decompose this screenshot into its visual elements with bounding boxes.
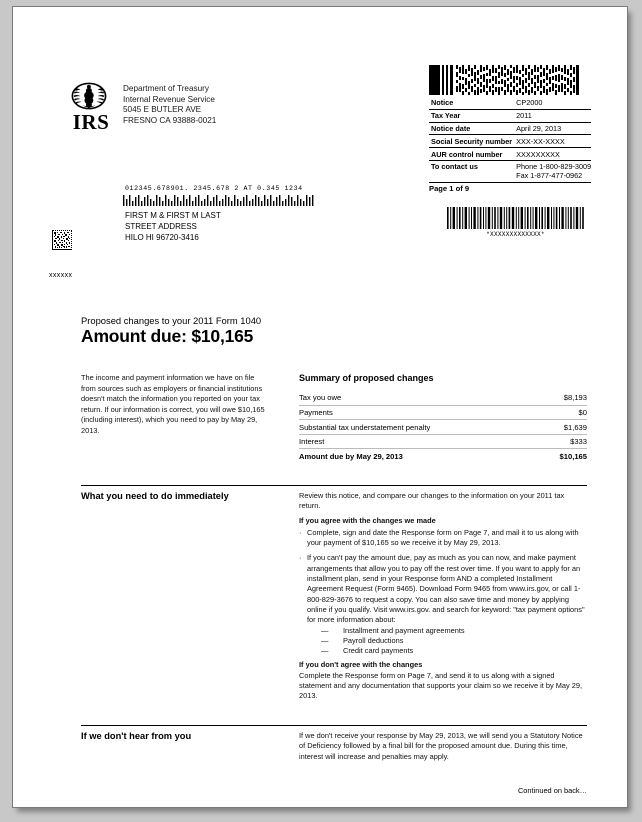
summary-amount: $1,639 [537,420,587,435]
page-indicator: Page 1 of 9 [429,184,470,193]
agency-address [123,81,216,126]
recipient-address [125,210,221,243]
list-item [321,626,587,636]
aur-control-value: XXXXXXXXX [512,148,591,161]
datamatrix-code [51,229,73,251]
irs-letterhead [69,81,216,132]
notice-label: Notice [429,97,512,109]
disagree-text: Complete the Response form on Page 7, and send it to us along with a signed statement and any documentation that supports your claim so we receive it by May 29, 2013. [299,670,583,701]
summary-label: Tax you owe [299,391,537,405]
notice-subject: Proposed changes to your 2011 Form 1040 [81,315,262,326]
datamatrix-graphic [51,229,73,251]
notice-info-row [429,109,591,122]
agree-heading: If you agree with the changes we made [299,515,436,525]
ssn-label: Social Security number [431,136,513,146]
sub-item-text: Credit card payments [343,646,414,656]
notice-info-row [429,122,591,135]
section-divider [81,725,587,726]
page-title: Amount due: $10,165 [81,326,254,346]
tracking-barcode [447,207,584,229]
contact-fax: Fax 1-877-477-0962 [516,171,583,181]
tax-year-label: Tax Year [429,109,512,122]
tracking-barcode-graphic [447,207,584,229]
notice-date-value: April 29, 2013 [512,122,591,135]
irs-logo [69,81,113,132]
tax-year-value: 2011 [512,109,591,122]
agency-city-state-zip: FRESNO CA 93888-0021 [123,115,217,125]
contact-values [512,160,591,182]
summary-amount: $0 [537,405,587,420]
section-body-immediate-action [299,491,587,702]
dash-icon: — [321,635,329,645]
list-item [299,553,587,625]
postnet-barcode-graphic [123,195,315,206]
section-intro-text: Review this notice, and compare our changes to the information on your 2011 tax return. [299,491,565,511]
corner-code: xxxxxx [49,272,73,279]
notice-date-label: Notice date [429,122,512,135]
bullet-text: If you can't pay the amount due, pay as much as you can now, and make payment arrangements that allow you to pay off the rest over time. If you want to apply for an installment plan, send in your Response form AND a completed Installment Agreement Request (Form 9465). Download Form 9465 from www.irs.gov, or call 1-800-829-3676 to request a copy. You can also save time and money by applying online if you qualify. Visit www.irs.gov. and search for keyword: "tax payment options" for more information about: [307,553,585,625]
bullet-icon: · [299,553,302,563]
recipient-city-state-zip: HILO HI 96720-3416 [125,233,199,242]
recipient-name: FIRST M & FIRST M LAST [125,211,221,220]
bullet-icon: · [299,527,302,537]
table-row [299,391,587,405]
section-label-no-response: If we don't hear from you [81,731,192,741]
contact-label: To contact us [429,160,512,182]
list-item [321,636,587,646]
aur-control-label: AUR control number [429,148,512,161]
section-label-immediate-action: What you need to do immediately [81,491,229,501]
table-row [299,405,587,420]
summary-table [299,391,587,464]
list-item [321,646,587,656]
ssn-value: XXX-XX-XXXX [512,135,591,148]
footer-continued: Continued on back… [517,786,587,795]
top-barcode [429,65,579,95]
sub-item-text: Installment and payment agreements [343,625,465,635]
recipient-street: STREET ADDRESS [125,222,197,231]
summary-total-amount: $10,165 [537,449,587,464]
table-total-row [299,449,587,464]
notice-value: CP2000 [512,97,591,109]
notice-info-row [429,148,591,161]
table-row [299,420,587,435]
agency-department: Department of Treasury [123,84,210,93]
notice-info-row [429,135,591,148]
no-response-text: If we don't receive your response by May 29, 2013, we will send you a Statutory Notice of Deficiency followed by a final bill for the proposed amount due. During this time, interest will increase and penalties may apply. [299,731,583,761]
contact-row [429,160,591,182]
intelligent-mail-digits: 012345.678901. 2345.678 2 AT 0.345 1234 [125,185,303,192]
irs-wordmark: IRS [72,110,110,134]
summary-amount: $8,193 [537,391,587,405]
table-row [299,434,587,449]
contact-phone: Phone 1-800-829-3009 [516,162,592,172]
summary-label: Payments [299,405,537,420]
disagree-heading: If you don't agree with the changes [299,660,423,670]
summary-label: Substantial tax understatement penalty [299,420,537,435]
top-barcode-graphic [429,65,579,95]
section-body-no-response [299,731,587,762]
irs-eagle-icon [69,81,109,111]
summary-label: Interest [299,434,537,449]
dash-icon: — [321,625,329,635]
summary-heading: Summary of proposed changes [299,373,434,383]
sub-item-text: Payroll deductions [343,635,404,645]
notice-info-row [429,97,591,109]
tracking-barcode-label: *XXXXXXXXXXXXX* [486,231,545,238]
list-item [299,528,587,549]
summary-amount: $333 [537,434,587,449]
agency-bureau: Internal Revenue Service [123,94,215,104]
agency-street: 5045 E BUTLER AVE [123,105,202,115]
dash-icon: — [321,646,329,656]
intro-paragraph: The income and payment information we have on file from sources such as employers or financial institutions doesn't match the information you reported on your tax return. If our information is correct, you will owe $10,165 (including interest), which you need to pay by May 29, 2013. [81,373,265,435]
section-divider [81,485,587,486]
notice-info-table [429,97,591,183]
summary-total-label: Amount due by May 29, 2013 [299,452,403,462]
bullet-text: Complete, sign and date the Response form on Page 7, and mail it to us along with your payment of $10,165 so we receive it by May 29, 2013. [307,527,579,548]
postnet-barcode [123,193,315,204]
irs-notice-page [12,6,628,808]
